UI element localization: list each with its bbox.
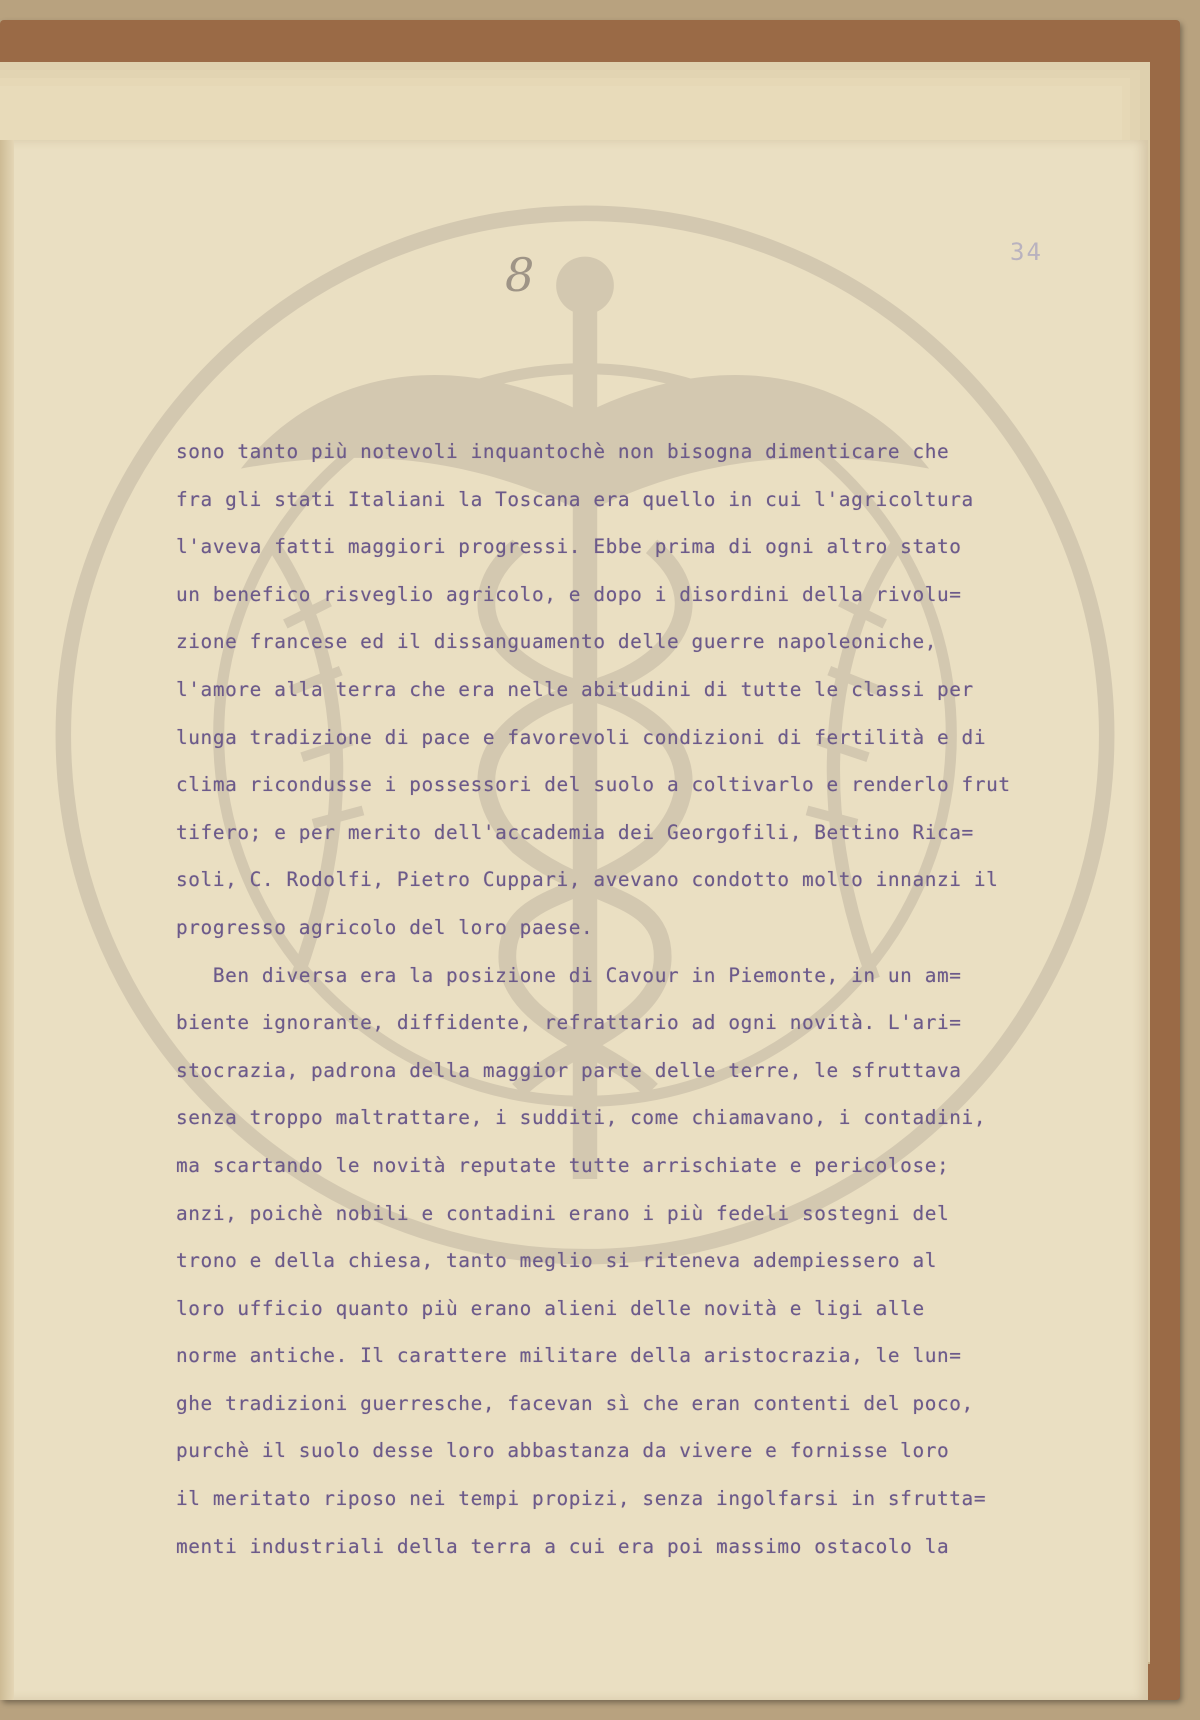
text-line: biente ignorante, diffidente, refrattario ad ogni novità. L'ari= [176,1011,962,1035]
text-line: soli, C. Rodolfi, Pietro Cuppari, avevano condotto molto innanzi il [176,868,999,892]
text-line: sono tanto più notevoli inquantochè non bisogna dimenticare che [176,440,950,463]
typewritten-text [176,428,1126,1570]
text-line: tifero; e per merito dell'accademia dei Georgofili, Bettino Rica= [176,820,974,844]
page-number: 34 [1010,238,1043,266]
text-line: senza troppo maltrattare, i sudditi, come chiamavano, i contadini, [176,1106,987,1130]
text-line: lunga tradizione di pace e favorevoli condizioni di fertilità e di [176,725,987,749]
text-line: Ben diversa era la posizione di Cavour in Piemonte, in un am= [176,963,962,987]
page-binding-edge [0,140,14,1700]
text-line: zione francese ed il dissanguamento delle guerre napoleoniche, [176,630,937,654]
text-line: menti industriali della terra a cui era poi massimo ostacolo la [176,1534,950,1558]
pencil-annotation: 8 [505,248,535,302]
text-line: l'aveva fatti maggiori progressi. Ebbe prima di ogni altro stato [176,535,962,559]
text-line: clima ricondusse i possessori del suolo a coltivarlo e renderlo frut [176,773,1011,797]
text-line: stocrazia, padrona della maggior parte delle terre, le sfruttava [176,1058,962,1082]
text-line: norme antiche. Il carattere militare della aristocrazia, le lun= [176,1344,962,1368]
text-line: purchè il suolo desse loro abbastanza da vivere e fornisse loro [176,1439,950,1463]
text-line: fra gli stati Italiani la Toscana era quello in cui l'agricoltura [176,487,974,511]
text-line: anzi, poichè nobili e contadini erano i più fedeli sostegni del [176,1201,950,1225]
text-line: ghe tradizioni guerresche, facevan sì che eran contenti del poco, [176,1391,974,1415]
text-line: progresso agricolo del loro paese. [176,915,594,939]
text-line: ma scartando le novità reputate tutte arrischiate e pericolose; [176,1153,950,1177]
text-line: l'amore alla terra che era nelle abitudini di tutte le classi per [176,677,974,701]
text-line: loro ufficio quanto più erano alieni delle novità e ligi alle [176,1296,925,1320]
text-line: trono e della chiesa, tanto meglio si riteneva adempiessero al [176,1249,937,1273]
text-line: il meritato riposo nei tempi propizi, senza ingolfarsi in sfrutta= [176,1487,987,1511]
text-line: un benefico risveglio agricolo, e dopo i disordini della rivolu= [176,582,962,606]
